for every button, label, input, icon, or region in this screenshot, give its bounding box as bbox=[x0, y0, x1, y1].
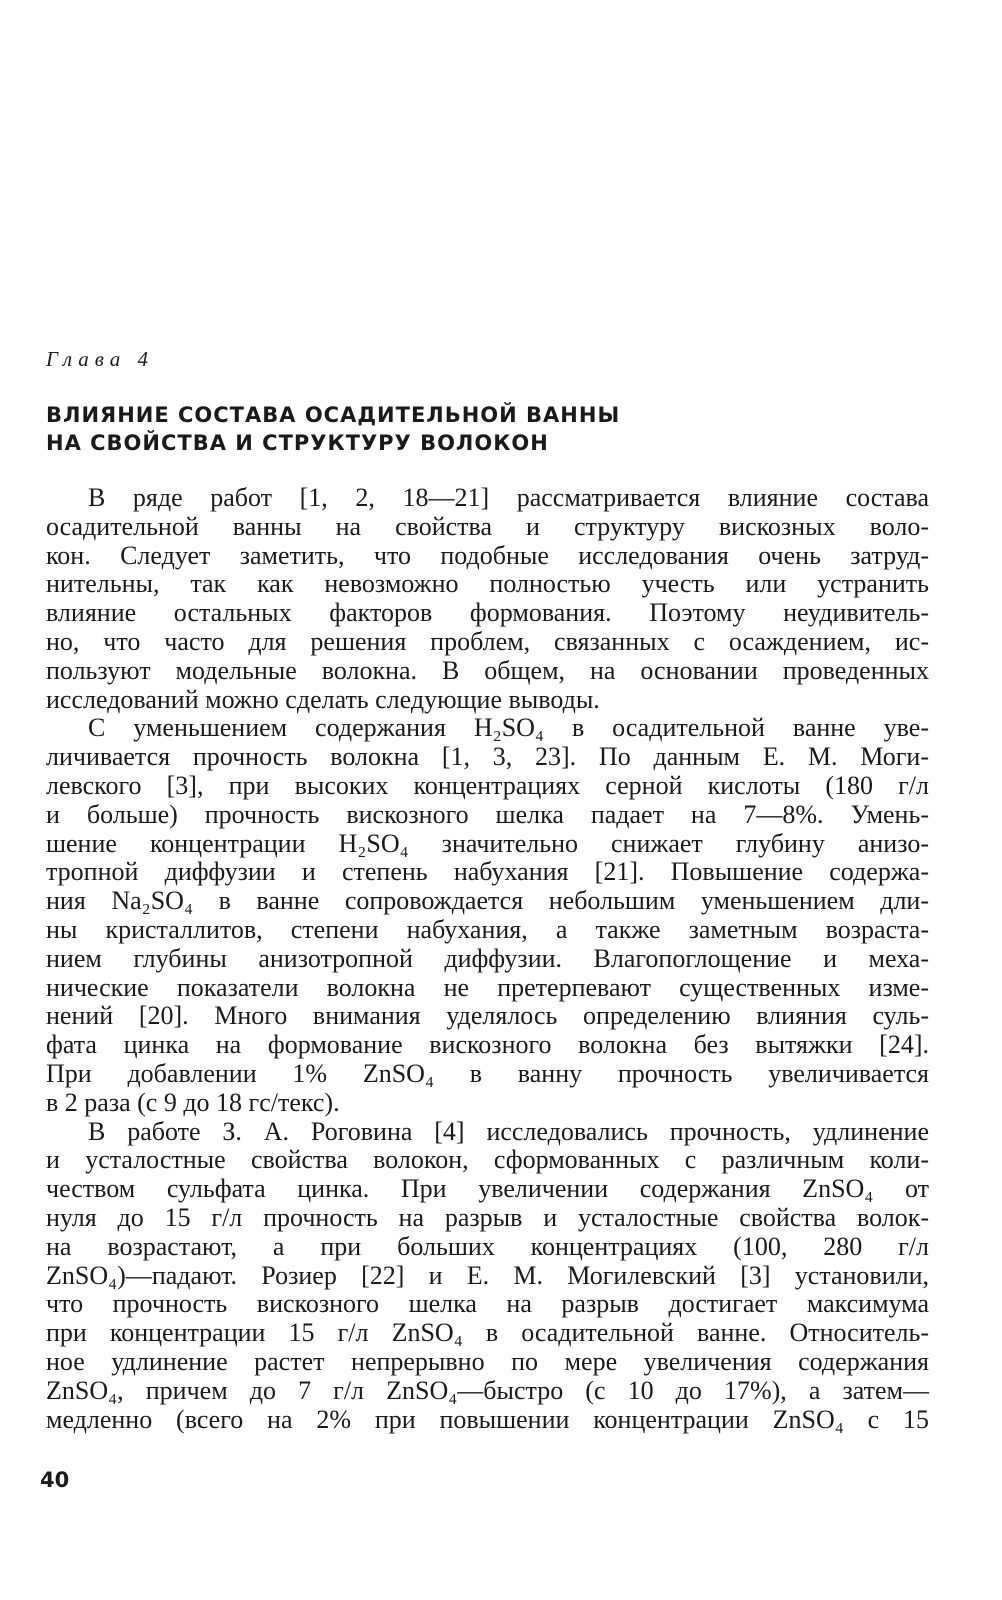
text-line: ны кристаллитов, степени набухания, а также заметным возраста- bbox=[46, 914, 929, 944]
text-line: и больше) прочность вискозного шелка падает на 7—8%. Умень- bbox=[46, 799, 929, 829]
text-line: В ряде работ [1, 2, 18—21] рассматривается влияние состава bbox=[88, 483, 929, 512]
text-line: что прочность вискозного шелка на разрыв достигает максимума bbox=[46, 1289, 929, 1319]
text-line: на возрастают, а при больших концентрациях (100, 280 г/л bbox=[46, 1231, 929, 1261]
body-text bbox=[46, 484, 929, 1434]
text-line: при концентрации 15 г/л ZnSO₄ в осадительной ванне. Относитель- bbox=[46, 1318, 929, 1348]
text-line: кон. Следует заметить, что подобные исследования очень затруд- bbox=[46, 540, 929, 570]
text-line: но, что часто для решения проблем, связанных с осаждением, ис- bbox=[46, 626, 929, 656]
paragraph-2 bbox=[46, 714, 929, 1117]
text-line: личивается прочность волокна [1, 3, 23]. По данным Е. М. Моги- bbox=[46, 742, 929, 772]
text-line: и усталостные свойства волокон, сформованных с различным коли- bbox=[46, 1145, 929, 1175]
text-line: С уменьшением содержания H₂SO₄ в осадительной ванне уве- bbox=[88, 713, 929, 743]
text-line: При добавлении 1% ZnSO₄ в ванну прочность увеличивается bbox=[46, 1058, 929, 1088]
text-line: левского [3], при высоких концентрациях серной кислоты (180 г/л bbox=[46, 770, 929, 800]
text-line: в 2 раза (с 9 до 18 гс/текс). bbox=[46, 1087, 340, 1117]
text-line: В работе З. А. Роговина [4] исследовались прочность, удлинение bbox=[88, 1116, 929, 1146]
text-line: ное удлинение растет непрерывно по мере увеличения содержания bbox=[46, 1346, 929, 1376]
text-line: осадительной ванны на свойства и структуру вискозных воло- bbox=[46, 511, 929, 541]
text-line: фата цинка на формование вискозного волокна без вытяжки [24]. bbox=[46, 1030, 929, 1060]
text-line: нений [20]. Много внимания уделялось определению влияния суль- bbox=[46, 1001, 929, 1031]
text-line: тропной диффузии и степень набухания [21]. Повышение содержа- bbox=[46, 857, 929, 887]
text-line: нием глубины анизотропной диффузии. Влагопоглощение и меха- bbox=[46, 943, 929, 973]
text-line: исследований можно сделать следующие выводы. bbox=[46, 684, 600, 714]
text-line: пользуют модельные волокна. В общем, на основании проведенных bbox=[46, 655, 929, 685]
text-line: ZnSO₄, причем до 7 г/л ZnSO₄—быстро (с 10 до 17%), а затем— bbox=[46, 1375, 929, 1405]
chapter-title-line: НА СВОЙСТВА И СТРУКТУРУ ВОЛОКОН bbox=[46, 431, 549, 455]
text-line: нические показатели волокна не претерпевают существенных изме- bbox=[46, 972, 929, 1002]
text-line: шение концентрации H₂SO₄ значительно снижает глубину анизо- bbox=[46, 828, 929, 858]
chapter-title bbox=[46, 401, 746, 457]
text-line: нуля до 15 г/л прочность на разрыв и усталостные свойства волок- bbox=[46, 1202, 929, 1232]
paragraph-3 bbox=[46, 1118, 929, 1435]
text-line: медленно (всего на 2% при повышении концентрации ZnSO₄ с 15 bbox=[46, 1404, 929, 1434]
paragraph-1 bbox=[46, 484, 929, 714]
text-line: влияние остальных факторов формования. Поэтому неудивитель- bbox=[46, 598, 929, 628]
page-number: 40 bbox=[40, 1468, 70, 1492]
text-line: ZnSO₄)—падают. Розиер [22] и Е. М. Могилевский [3] установили, bbox=[46, 1260, 929, 1290]
text-line: нительны, так как невозможно полностью учесть или устранить bbox=[46, 569, 929, 599]
chapter-title-line: ВЛИЯНИЕ СОСТАВА ОСАДИТЕЛЬНОЙ ВАННЫ bbox=[46, 403, 621, 427]
text-line: ния Na₂SO₄ в ванне сопровождается небольшим уменьшением дли- bbox=[46, 886, 929, 916]
chapter-label: Глава 4 bbox=[46, 347, 154, 371]
text-line: чеством сульфата цинка. При увеличении содержания ZnSO₄ от bbox=[46, 1174, 929, 1204]
